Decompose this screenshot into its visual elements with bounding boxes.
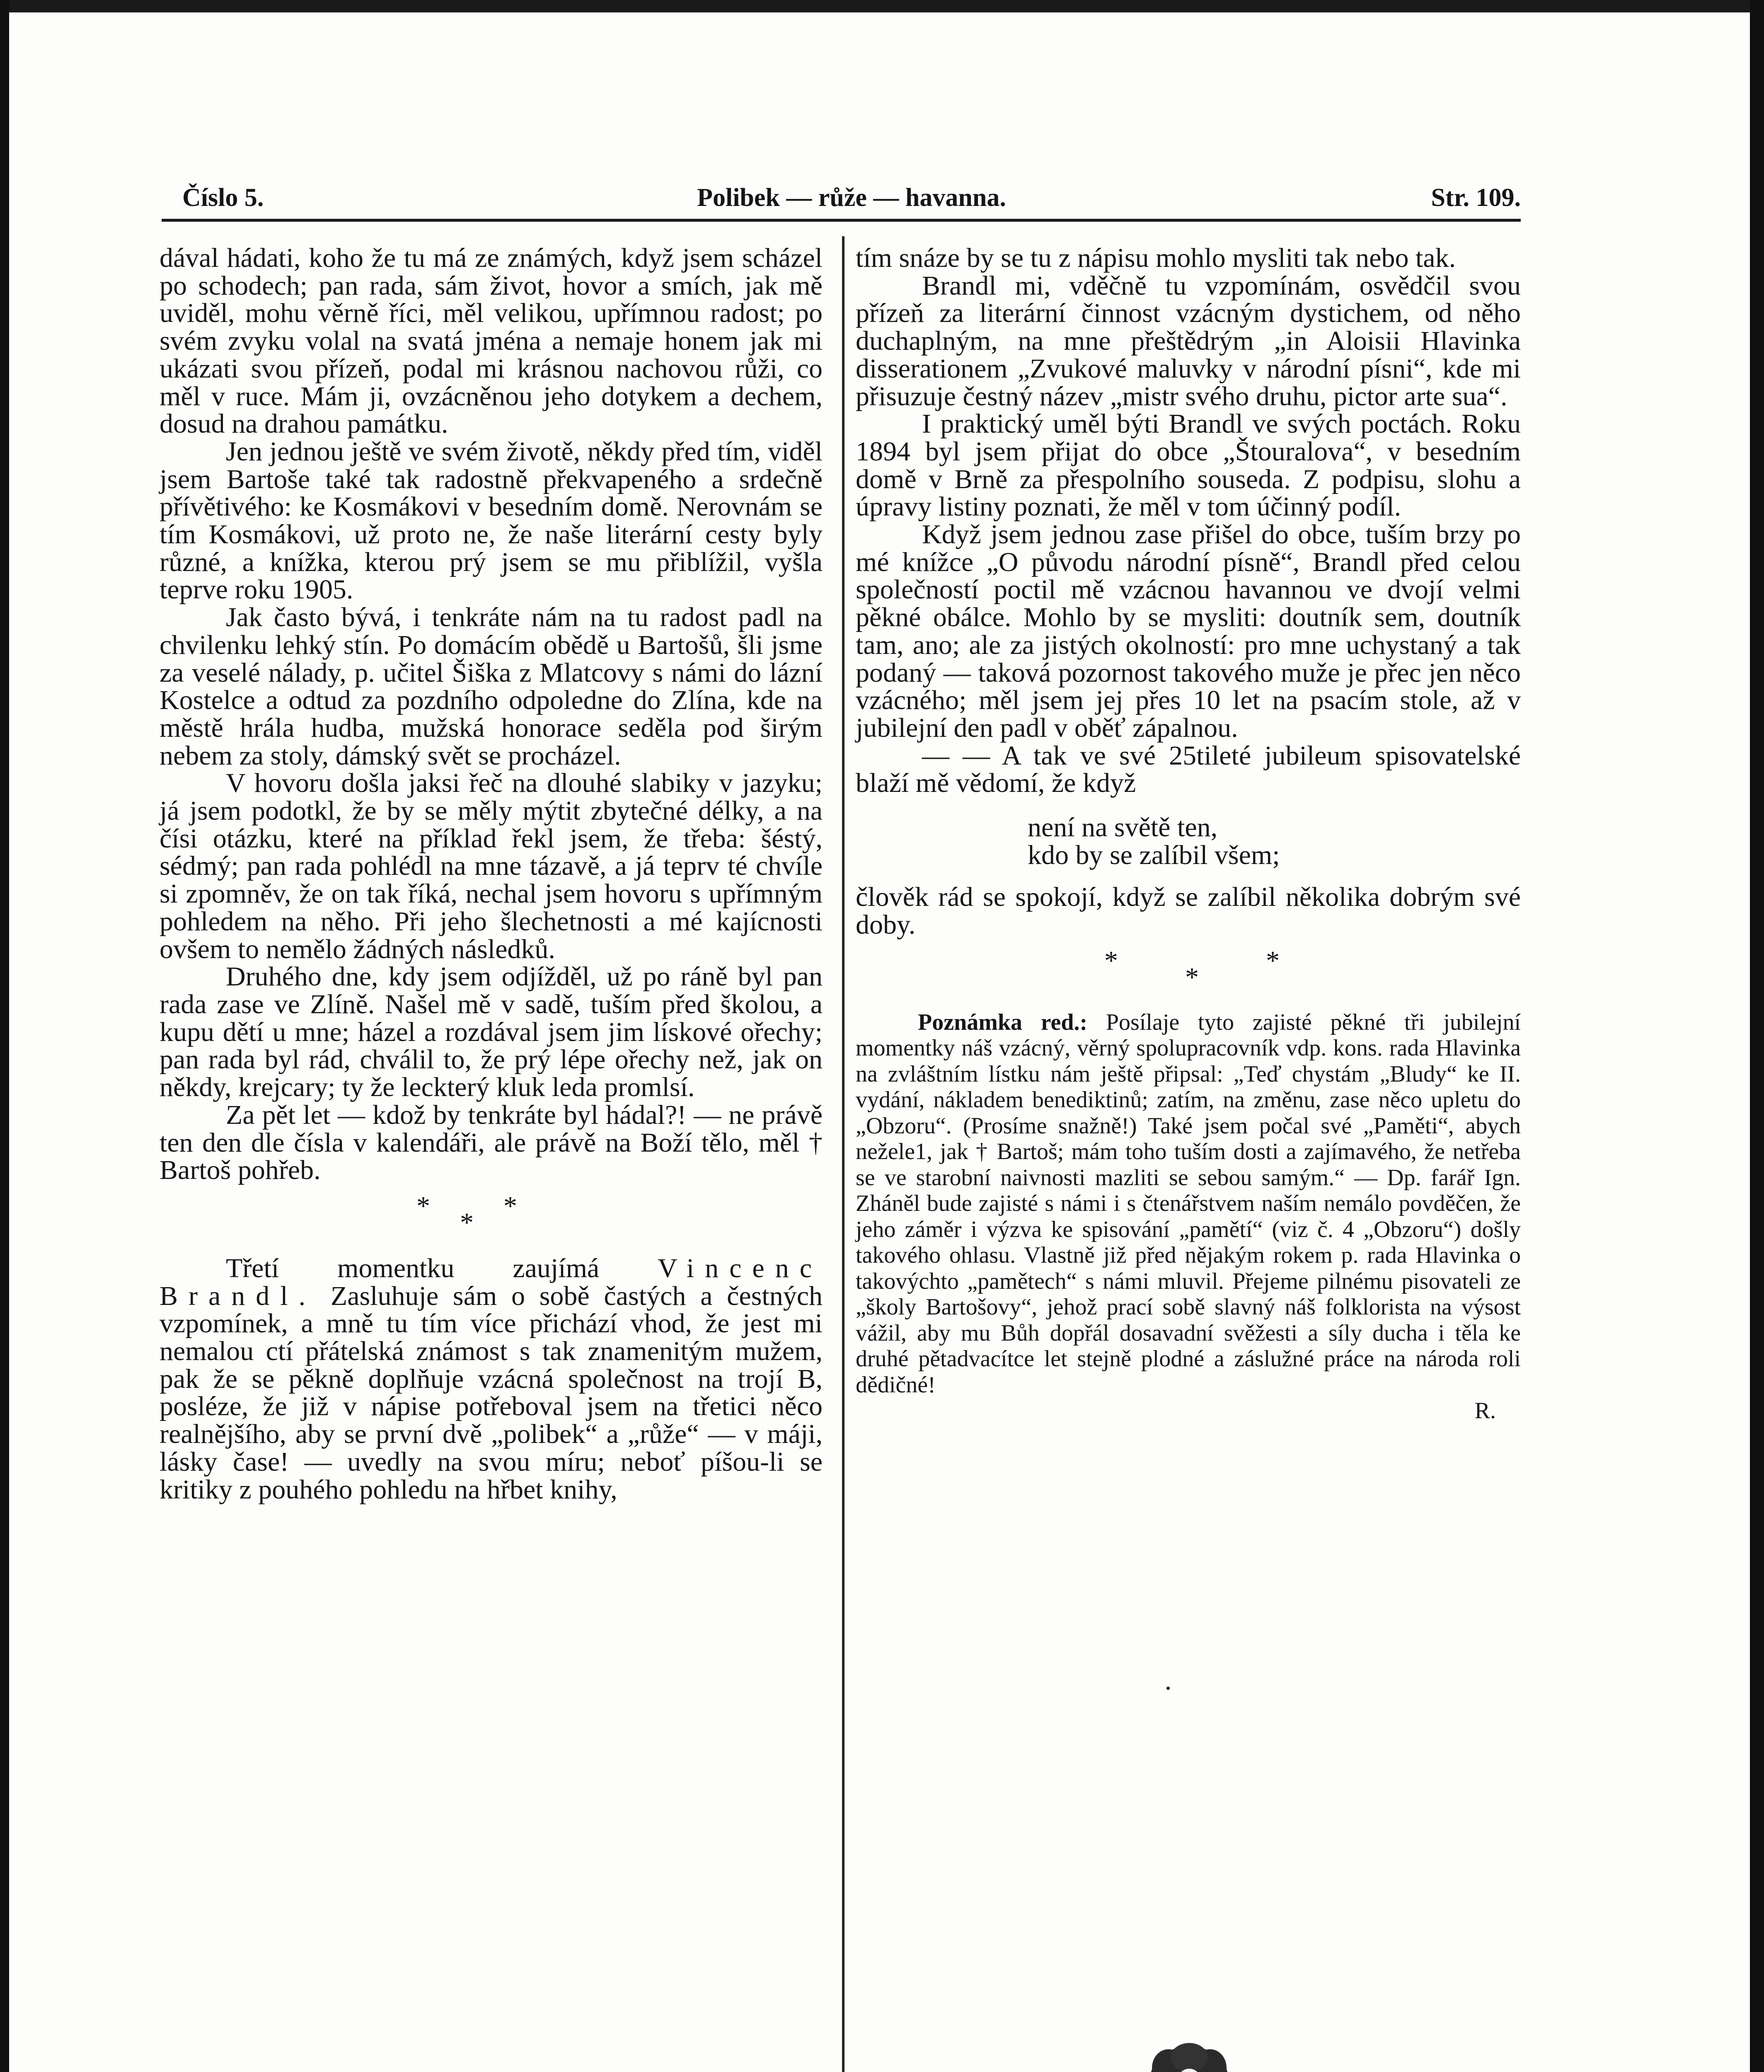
name-vincenc: Vincenc: [658, 1253, 823, 1283]
paragraph: — — A tak ve své 25tileté jubileum spisovatelské blaží mě vědomí, že když: [856, 740, 1521, 799]
verse-line: kdo by se zalíbil všem;: [1028, 840, 1280, 870]
paragraph: V hovoru došla jaksi řeč na dlouhé slabiky v jazyku; já jsem podotkl, že by se měly mýtit zbytečné délky, a na čísi otázku, které na příklad řekl jsem, že třeba: šéstý, sédmý; pan rada pohlédl na mne tázavě, a já teprv té chvíle si zpomněv, že on tak říká, nechal jsem hovoru s upřímným pohledem na něho. Při jeho šlechetnosti a mé kajícnosti ovšem to nemělo žádných následků.: [160, 768, 823, 964]
section-break-stars: [160, 1188, 823, 1238]
star: *: [1266, 945, 1280, 976]
star: *: [416, 1191, 430, 1221]
paragraph: dával hádati, koho že tu má ze známých, když jsem scházel po schodech; pan rada, sám život, hovor a smích, jak mě uviděl, mohu věrně říci, měl velikou, upřímnou radost; po svém zvyku volal na svatá jména a nemaje honem jak mi ukázati svou přízeň, podal mi krásnou nachovou růži, co měl v ruce. Mám ji, ovzácněnou jeho dotykem a dechem, dosud na drahou památku.: [160, 243, 823, 439]
left-column: [160, 244, 823, 1503]
star: *: [460, 1207, 474, 1238]
column-divider: [842, 236, 844, 2072]
paragraph: Za pět let — kdož by tenkráte byl hádal?! — ne právě ten den dle čísla v kalendáři, ale právě na Boží tělo, měl † Bartoš pohřeb.: [160, 1099, 823, 1186]
page-number: Str. 109.: [1431, 184, 1521, 212]
star: *: [503, 1191, 517, 1221]
name-brandl: Brandl.: [160, 1280, 317, 1311]
paragraph: I praktický uměl býti Brandl ve svých poctách. Roku 1894 byl jsem přijat do obce „Štouralova“, v besedním domě v Brně za přespolního souseda. Z podpisu, slohu a úpravy listiny poznati, že měl v tom účinný podíl.: [856, 409, 1521, 522]
running-title: Polibek — růže — havanna.: [697, 184, 1006, 212]
note-text: Posílaje tyto zajisté pěkné tři jubilejní momentky náš vzácný, věrný spolupracovník vdp. kons. rada Hlavinka na zvláštním lístku nám ještě připsal: „Teď chystám „Bludy“ ke II. vydání, nákladem benediktinů; zatím, na změnu, zase něco upletu do „Obzoru“. (Prosíme snažně!) Také jsem počal své „Paměti“, abych nežele1, jak † Bartoš; mám toho tuším dosti a zajímavého, že netřeba se ve starobní naivnosti mazliti se sebou samým.“ — Dp. farář Ign. Zháněl bude zajisté s námi i s čtenářstvem naším nemálo povděčen, že jeho záměr i výzva ke spisování „pamětí“ (viz č. 4 „Obzoru“) došly takového ohlasu. Vlastně již před nějakým rokem p. rada Hlavinka o takovýchto „pamětech“ s námi mluvil. Přejeme pilnému pisovateli ze „školy Bartošovy“, jehož prací sobě slavný náš folklorista na výsost vážil, aby mu Bůh dopřál dosavadní svěžesti a síly ducha i těla ke druhé pětadvacítce let stejně plodné a záslužné práce na národa roli dědičné!: [856, 1009, 1521, 1398]
paragraph: Druhého dne, kdy jsem odjížděl, už po ráně byl pan rada zase ve Zlíně. Našel mě v sadě, tuším před školou, a kupu dětí u mne; házel a rozdával jsem jim lískové ořechy; pan rada byl rád, chválil to, že prý lépe ořechy než, jak on někdy, krejcary; ty že leckterý kluk leda promlsí.: [160, 961, 823, 1103]
page-header: [182, 178, 1521, 215]
rose-icon: [1144, 2035, 1235, 2072]
right-column: [856, 244, 1521, 1424]
note-label: Poznámka red.:: [918, 1009, 1088, 1035]
scan-border-left: [0, 0, 9, 2072]
scan-border-right: [1750, 0, 1764, 2072]
issue-number: Číslo 5.: [182, 184, 264, 212]
star: *: [1185, 962, 1199, 992]
paragraph: Jen jednou ještě ve svém životě, někdy před tím, viděl jsem Bartoše také tak radostně překvapeného a srdečně přívětivého: ke Kosmákovi v besedním domě. Nerovnám se tím Kosmákovi, už proto ne, že naše literární cesty byly různé, a knížka, kterou prý jsem se mu přiblížil, vyšla teprve roku 1905.: [160, 436, 823, 605]
paragraph: tím snáze by se tu z nápisu mohlo mysliti tak nebo tak.: [856, 243, 1456, 273]
closing-sentence: člověk rád se spokojí, když se zalíbil několika dobrým své doby.: [856, 882, 1521, 940]
paragraph-rest: Zasluhuje sám o sobě častých a čestných vzpomínek, a mně tu tím více přichází vhod, že jest mi nemalou ctí přátelská známost s tak znamenitým mužem, pak že se pěkně doplňuje vzácná společnost na trojí B, posléze, že již v nápise potřeboval jsem na třetici něco realnějšího, aby se první dvě „polibek“ a „růže“ — v máji, lásky čase! — uvedly na svou míru; neboť píšou-li se kritiky z pouhého pohledu na hřbet knihy,: [160, 1280, 823, 1505]
intro-text: Třetí momentku zaujímá: [226, 1253, 600, 1283]
header-rule: [162, 219, 1521, 222]
verse-line: není na světě ten,: [1028, 812, 1218, 843]
editorial-note: [856, 1009, 1521, 1424]
star: *: [1104, 945, 1118, 976]
note-signature: R.: [1474, 1398, 1496, 1424]
paragraph-brandl: [160, 1255, 823, 1503]
ink-speck: [1166, 1687, 1170, 1690]
section-break-stars: [856, 943, 1521, 992]
paragraph: Když jsem jednou zase přišel do obce, tuším brzy po mé knížce „O původu národní písně“, Brandl před celou společností poctil mě vzácnou havannou ve dvojí velmi pěkné obálce. Mohlo by se mysliti: doutník sem, doutník tam, ano; ale za jistých okolností: pro mne uchystaný a tak podaný — taková pozornost takového muže je přec jen něco vzácného; měl jsem jej přes 10 let na psacím stole, až v jubilejní den padl v oběť zápalnou.: [856, 519, 1521, 743]
quoted-verse: [1028, 814, 1521, 869]
paragraph: Jak často bývá, i tenkráte nám na tu radost padl na chvilenku lehký stín. Po domácím obědě u Bartošů, šli jsme za veselé nálady, p. učitel Šiška z Mlatcovy s námi do lázní Kostelce a odtud za pozdního odpoledne do Zlína, kde na městě hrála hudba, mužská honorace seděla pod širým nebem za stoly, dámský svět se procházel.: [160, 602, 823, 771]
scan-border-top: [0, 0, 1764, 12]
paragraph: Brandl mi, vděčně tu vzpomínám, osvědčil svou přízeň za literární činnost vzácným dystichem, od něho duchaplným, na mne přeštědrým „in Aloisii Hlavinka disserationem „Zvukové maluvky v národní písni“, kde mi přisuzuje čestný název „mistr svého druhu, pictor arte sua“.: [856, 270, 1521, 411]
